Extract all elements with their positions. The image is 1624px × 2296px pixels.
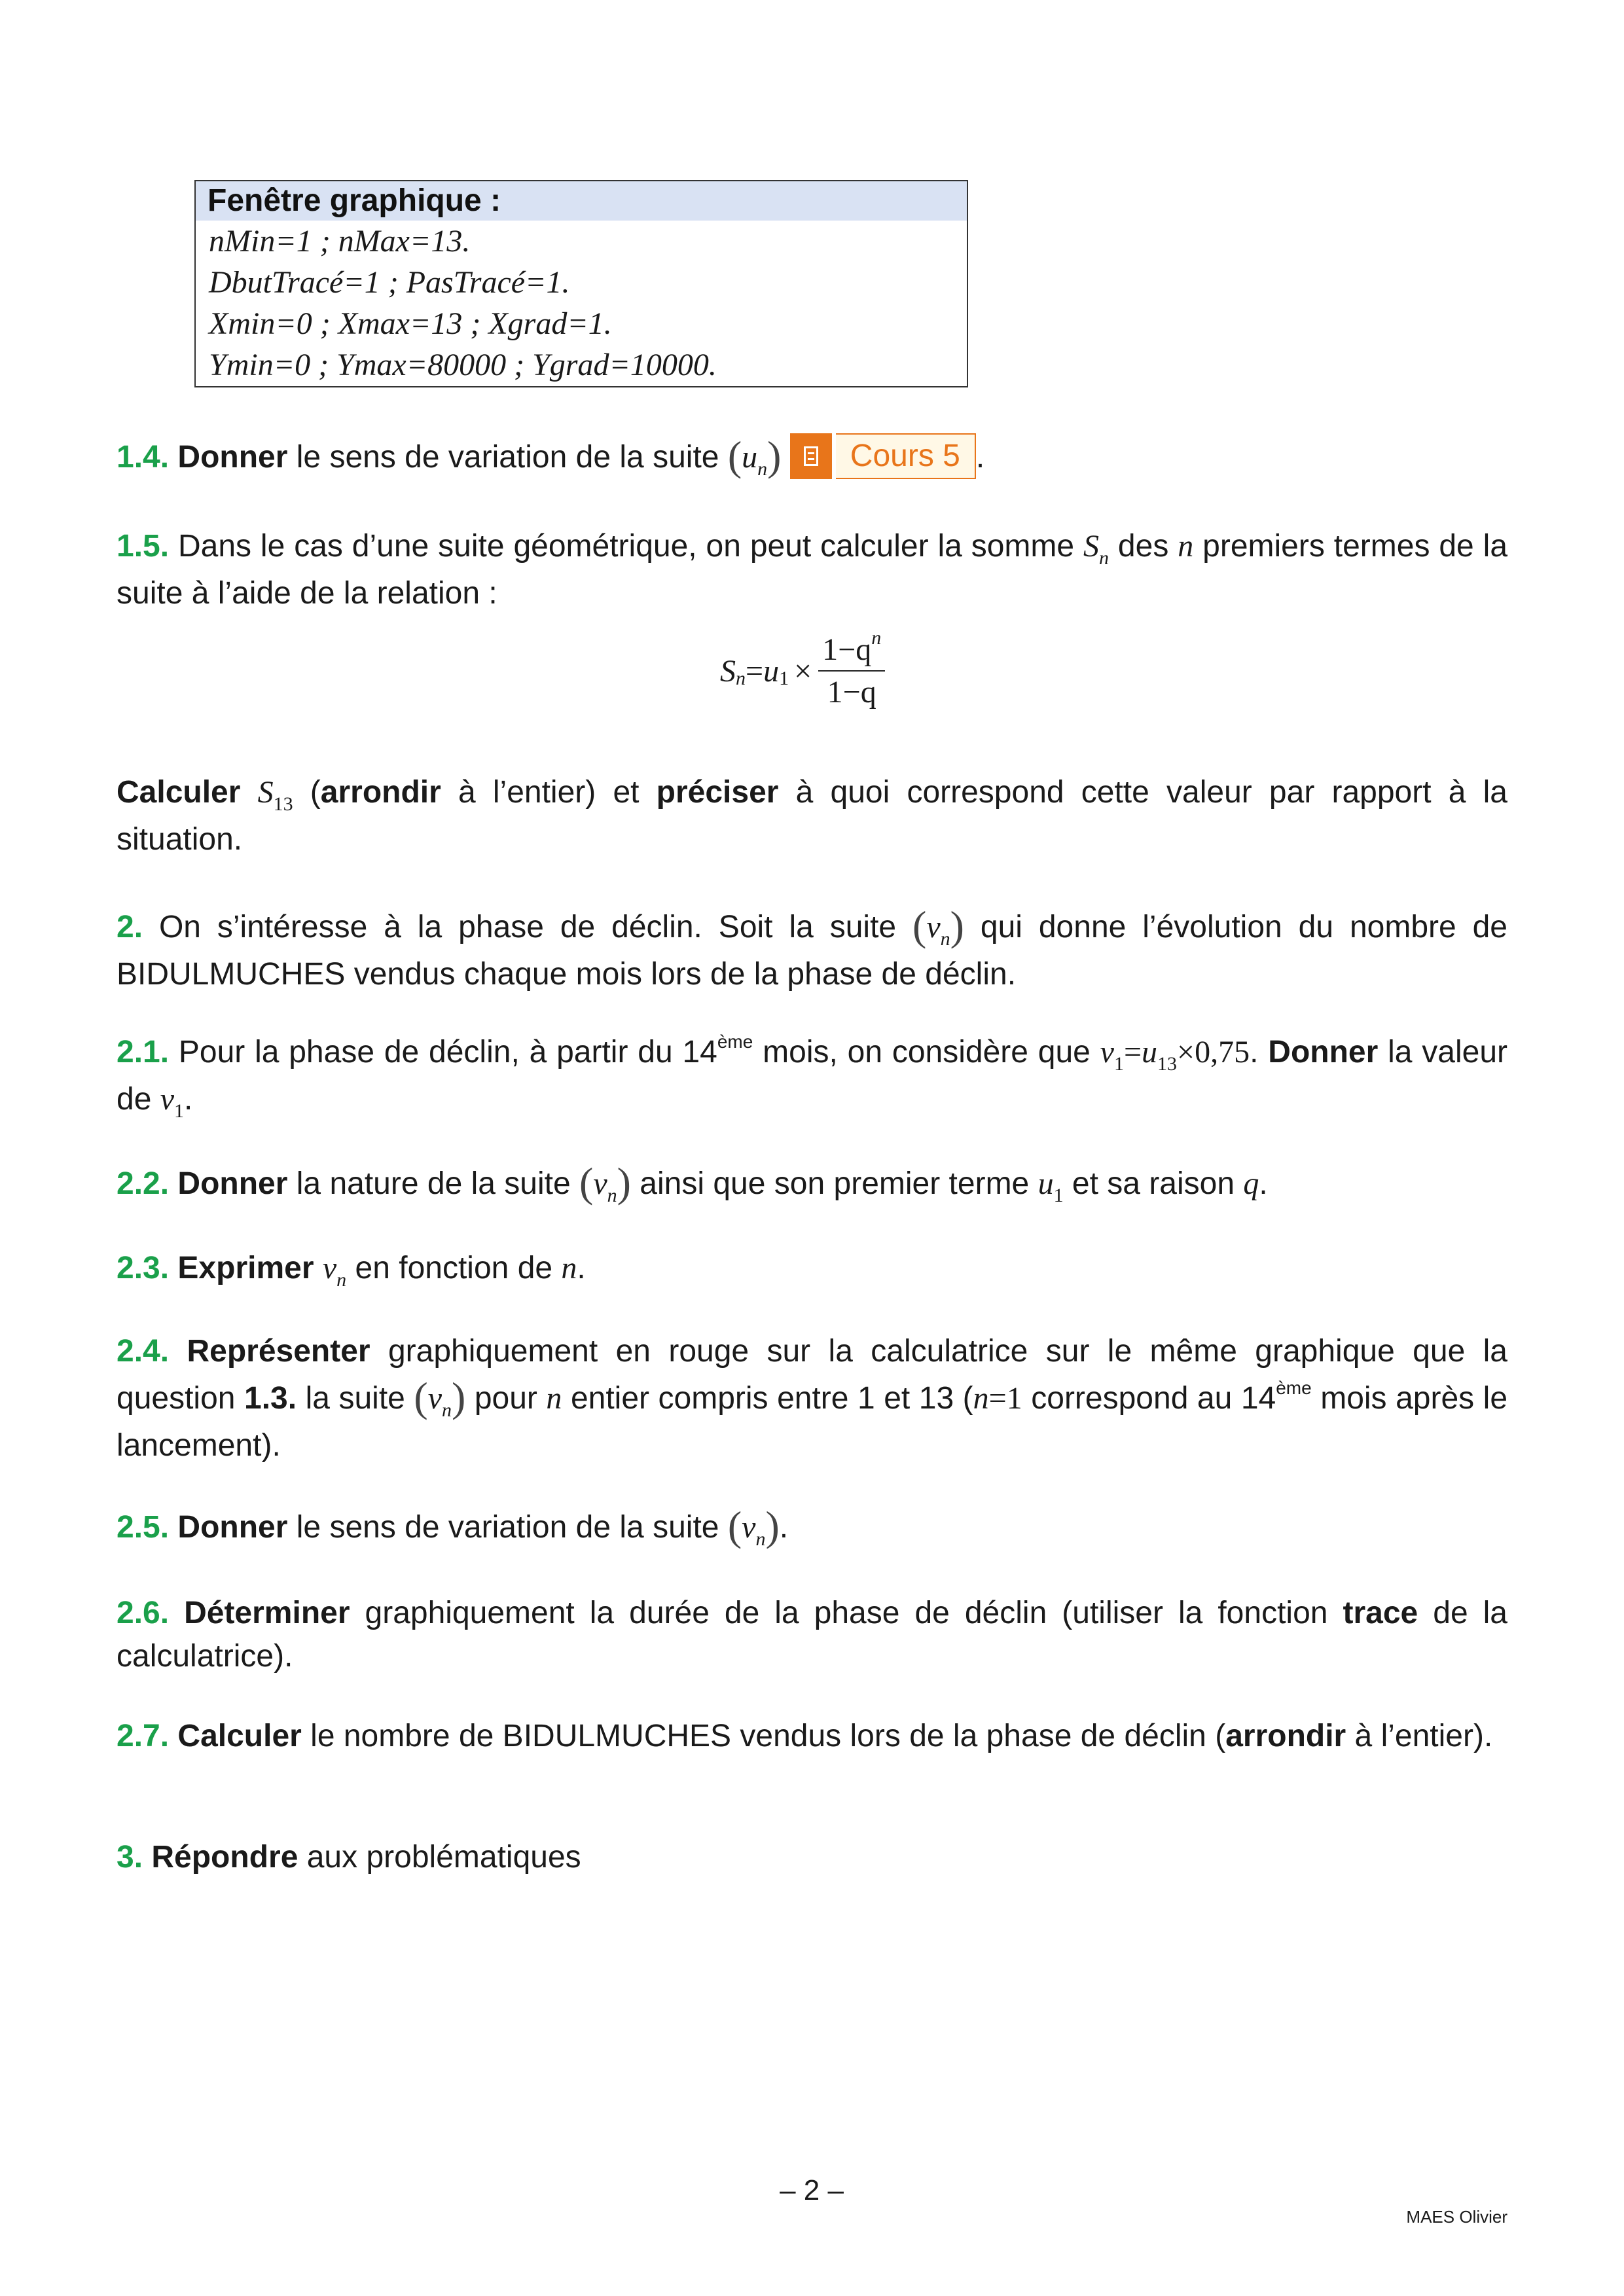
question-number: 1.5. — [117, 529, 170, 564]
math-sub: n — [736, 668, 746, 689]
math-sup: n — [871, 627, 882, 649]
math-sub: 1 — [174, 1100, 185, 1122]
superscript: ème — [1276, 1378, 1312, 1398]
instruction-verb: Exprimer — [177, 1251, 314, 1285]
question-2: 2. On s’intéresse à la phase de déclin. Soit la suite $(v_n)$ qui donne l’évolution du nombre de BIDULMUCHES vendus chaque mois lors de la phase de déclin. — [117, 903, 1508, 992]
math-op: =1 — [988, 1381, 1022, 1416]
window-setting-line: Ymin=0 ; Ymax=80000 ; Ygrad=10000. — [209, 348, 717, 382]
question-2-2: 2.2. Donner la nature de la suite $(v_n)$ ainsi que son premier terme $u_1$ et sa raison q. — [117, 1159, 1268, 1206]
question-text: qui donne l’évolution du nombre de BIDULMUCHES vendus chaque mois lors de la phase de déclin. — [117, 910, 1508, 992]
question-text: des — [1109, 529, 1178, 564]
question-number: 2.1. — [117, 1035, 170, 1069]
question-2-5: 2.5. Donner le sens de variation de la suite $(v_n)$. — [117, 1503, 789, 1550]
question-text: en fonction de — [346, 1251, 562, 1285]
question-2-3 — [117, 1247, 1507, 1294]
instruction-verb: préciser — [656, 775, 779, 810]
question-number: 1.4. — [117, 440, 170, 475]
punct: . — [1250, 1035, 1259, 1069]
math-number: 0,75 — [1195, 1035, 1250, 1069]
question-number: 2. — [117, 910, 143, 944]
math-var: u — [742, 440, 758, 475]
math-var: v — [427, 1381, 442, 1416]
math-sub: 13 — [1157, 1053, 1178, 1075]
question-text: et sa raison — [1063, 1166, 1244, 1201]
math-sub: 1 — [779, 668, 789, 689]
math-var: n — [973, 1381, 989, 1416]
question-text: le nombre de BIDULMUCHES vendus lors de la phase de déclin ( — [301, 1719, 1226, 1753]
page-number: – 2 – — [780, 2174, 844, 2206]
question-text: la nature de la suite — [287, 1166, 580, 1201]
question-text: Pour la phase de déclin, à partir du 14 — [169, 1035, 717, 1069]
math-var: v — [593, 1166, 607, 1201]
question-text: graphiquement la durée de la phase de déclin (utiliser la fonction — [350, 1596, 1343, 1630]
question-number: 2.6. — [117, 1596, 170, 1630]
question-text: ainsi que son premier terme — [630, 1166, 1038, 1201]
instruction-verb: arrondir — [320, 775, 441, 810]
math-sub: n — [940, 928, 950, 950]
instruction-verb: Déterminer — [184, 1596, 350, 1630]
question-1-5-task — [117, 771, 1507, 861]
instruction-verb: Donner — [177, 1510, 288, 1545]
keyword: trace — [1343, 1596, 1418, 1630]
course-link-label: Cours 5 — [836, 433, 976, 479]
question-1-5 — [117, 525, 1507, 615]
math-var: n — [546, 1381, 562, 1416]
question-text: entier compris entre 1 et 13 ( — [562, 1381, 973, 1416]
fraction-denominator: 1−q — [827, 675, 876, 709]
instruction-verb: Donner — [1268, 1035, 1379, 1069]
instruction-verb: Calculer — [177, 1719, 302, 1753]
math-var: v — [160, 1082, 175, 1117]
math-sub: n — [442, 1399, 452, 1421]
math-op: = — [746, 653, 764, 689]
question-text: ( — [293, 775, 321, 810]
math-sub: 1 — [1113, 1053, 1124, 1075]
question-text: premiers termes de la suite à l’aide de la relation : — [117, 529, 1508, 611]
question-text: correspond au 14 — [1022, 1381, 1276, 1416]
window-settings-title: Fenêtre graphique : — [196, 181, 967, 221]
math-op: × — [794, 653, 812, 689]
question-2-1 — [117, 1031, 1507, 1125]
math-var: n — [1178, 529, 1194, 564]
question-text: de la calculatrice). — [117, 1596, 1508, 1674]
instruction-verb: Donner — [177, 440, 288, 475]
math-var: u — [1038, 1166, 1054, 1201]
window-setting-line: nMin=1 ; nMax=13. — [209, 224, 471, 259]
window-setting-line: DbutTracé=1 ; PasTracé=1. — [209, 265, 570, 300]
superscript: ème — [717, 1031, 753, 1052]
math-var: S — [720, 653, 736, 689]
math-var: S — [257, 775, 274, 810]
math-op: × — [1177, 1035, 1195, 1069]
instruction-verb: Donner — [177, 1166, 288, 1201]
question-text: mois, on considère que — [753, 1035, 1100, 1069]
question-2-7 — [117, 1715, 1507, 1758]
math-sub: n — [755, 1528, 766, 1550]
math-sub: 1 — [1053, 1185, 1064, 1206]
question-1-4: 1.4. Donner le sens de variation de la suite $(u_n)$ Cours 5 . — [117, 433, 985, 480]
punct: . — [975, 440, 985, 475]
question-3 — [117, 1836, 1507, 1879]
math-var: v — [742, 1510, 756, 1545]
question-text: à l’entier) et — [441, 775, 657, 810]
question-2-4: 2.4. Représenter graphiquement en rouge sur la calculatrice sur le même graphique que la question 1.3. la suite $(v_n)$ pour n entier compris entre 1 et 13 (n=1 correspond au 14ème mois après le lancement). — [117, 1334, 1508, 1463]
math-sub: n — [607, 1185, 617, 1206]
author-name: MAES Olivier — [1406, 2207, 1507, 2227]
question-text: mois après le lancement). — [117, 1381, 1508, 1463]
instruction-verb: arrondir — [1225, 1719, 1346, 1753]
punct: . — [577, 1251, 586, 1285]
question-text: à l’entier). — [1346, 1719, 1493, 1753]
math-op: = — [1123, 1035, 1142, 1069]
math-var: S — [1083, 529, 1100, 564]
question-reference: 1.3. — [244, 1381, 297, 1416]
math-var: u — [763, 653, 780, 689]
question-number: 3. — [117, 1840, 143, 1874]
math-sub: 13 — [273, 793, 293, 815]
math-var: v — [1100, 1035, 1114, 1069]
punct: . — [184, 1082, 193, 1117]
math-sub: n — [757, 458, 768, 480]
question-text: On s’intéresse à la phase de déclin. Soit la suite — [143, 910, 913, 944]
question-text: la valeur de — [117, 1035, 1507, 1117]
math-sub: n — [336, 1269, 347, 1291]
fraction — [818, 627, 885, 710]
punct: . — [779, 1510, 789, 1545]
document-icon — [790, 433, 832, 479]
question-text: Dans le cas d’une suite géométrique, on peut calculer la somme — [169, 529, 1084, 564]
punct: . — [1259, 1166, 1268, 1201]
question-text: à quoi correspond cette valeur par rapport à la situation. — [117, 775, 1507, 857]
question-number: 2.5. — [117, 1510, 170, 1545]
instruction-verb: Répondre — [151, 1840, 298, 1874]
question-text: graphiquement en rouge sur la calculatrice sur le même graphique que la question — [117, 1334, 1508, 1416]
question-text: le sens de variation de la suite — [287, 1510, 728, 1545]
question-number: 2.4. — [117, 1334, 170, 1369]
math-var: u — [1142, 1035, 1158, 1069]
math-var: q — [1243, 1166, 1259, 1201]
window-settings-box — [194, 180, 968, 387]
question-number: 2.7. — [117, 1719, 170, 1753]
instruction-verb: Calculer — [117, 775, 241, 810]
question-text: aux problématiques — [298, 1840, 581, 1874]
question-text: pour — [465, 1381, 547, 1416]
math-sub: n — [1099, 547, 1110, 569]
window-setting-line: Xmin=0 ; Xmax=13 ; Xgrad=1. — [209, 306, 612, 341]
math-var: v — [926, 910, 941, 944]
math-var: n — [561, 1251, 577, 1285]
course-link-button[interactable] — [790, 433, 976, 479]
question-text: la suite — [297, 1381, 414, 1416]
question-text: le sens de variation de la suite — [287, 440, 728, 475]
math-var: v — [322, 1251, 337, 1285]
sum-formula — [720, 627, 885, 710]
fraction-numerator: 1−q — [822, 632, 872, 667]
instruction-verb: Représenter — [187, 1334, 370, 1369]
question-number: 2.3. — [117, 1251, 170, 1285]
question-number: 2.2. — [117, 1166, 170, 1201]
question-2-6 — [117, 1592, 1507, 1678]
